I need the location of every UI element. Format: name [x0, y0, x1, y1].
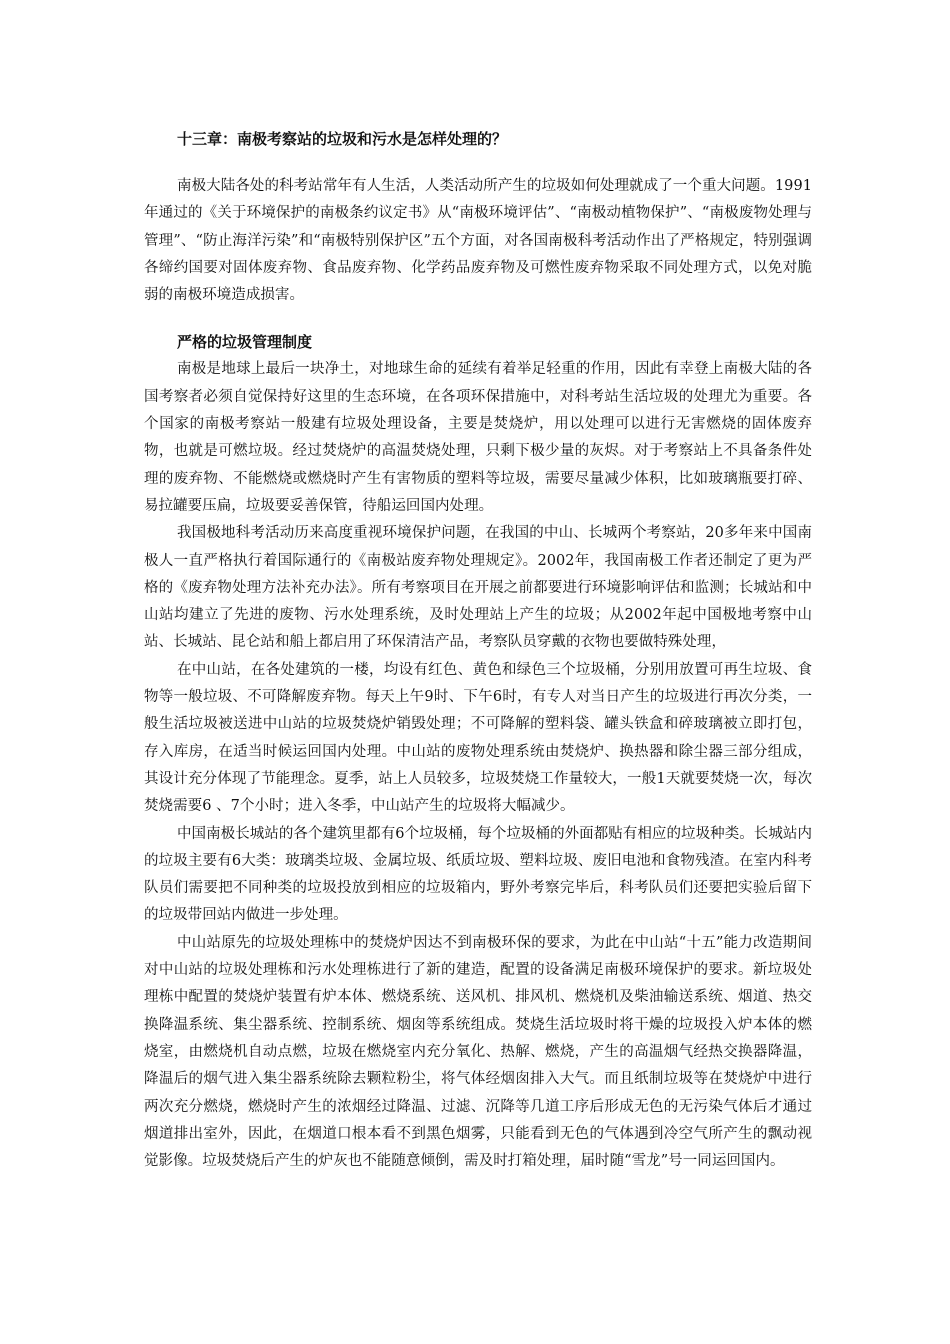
section-heading: 严格的垃圾管理制度 [177, 333, 313, 352]
body-paragraph: 我国极地科考活动历来高度重视环境保护问题，在我国的中山、长城两个考察站，20多年来中国南极人一直严格执行着国际通行的《南极站废弃物处理规定》。2002年，我国南极工作者还制定了更为严格的《废弃物处理方法补充办法》。所有考察项目在开展之前都要进行环境影响评估和监测；长城站和中山站均建立了先进的废物、污水处理系统，及时处理站上产生的垃圾；从2002年起中国极地考察中山站、长城站、昆仑站和船上都启用了环保清洁产品，考察队员穿戴的衣物也要做特殊处理， [144, 525, 812, 651]
intro-paragraph: 南极大陆各处的科考站常年有人生活，人类活动所产生的垃圾如何处理就成了一个重大问题。1991年通过的《关于环境保护的南极条约议定书》从“南极环境评估”、“南极动植物保护”、“南极废物处理与管理”、“防止海洋污染”和“南极特别保护区”五个方面，对各国南极科考活动作出了严格规定，特别强调各缔约国要对固体废弃物、食品废弃物、化学药品废弃物及可燃性废弃物采取不同处理方式，以免对脆弱的南极环境造成损害。 [144, 178, 812, 304]
document-page [144, 126, 812, 1175]
chapter-title: 十三章：南极考察站的垃圾和污水是怎样处理的？ [177, 130, 508, 148]
body-paragraph: 中国南极长城站的各个建筑里都有6个垃圾桶，每个垃圾桶的外面都贴有相应的垃圾种类。长城站内的垃圾主要有6大类：玻璃类垃圾、金属垃圾、纸质垃圾、塑料垃圾、废旧电池和食物残渣。在室内科考队员们需要把不同种类的垃圾投放到相应的垃圾箱内，野外考察完毕后，科考队员们还要把实验后留下的垃圾带回站内做进一步处理。 [144, 825, 812, 924]
body-paragraph: 中山站原先的垃圾处理栋中的焚烧炉因达不到南极环保的要求，为此在中山站“十五”能力改造期间对中山站的垃圾处理栋和污水处理栋进行了新的建造，配置的设备满足南极环境保护的要求。新垃圾处理栋中配置的焚烧炉装置有炉本体、燃烧系统、送风机、排风机、燃烧机及柴油输送系统、烟道、热交换降温系统、集尘器系统、控制系统、烟囱等系统组成。焚烧生活垃圾时将干燥的垃圾投入炉本体的燃烧室，由燃烧机自动点燃，垃圾在燃烧室内充分氧化、热解、燃烧，产生的高温烟气经热交换器降温，降温后的烟气进入集尘器系统除去颗粒粉尘，将气体经烟囱排入大气。而且纸制垃圾等在焚烧炉中进行两次充分燃烧，燃烧时产生的浓烟经过降温、过滤、沉降等几道工序后形成无色的无污染气体后才通过烟道排出室外，因此，在烟道口根本看不到黑色烟雾，只能看到无色的气体遇到冷空气所产生的飘动视觉影像。垃圾焚烧后产生的炉灰也不能随意倾倒，需及时打箱处理，届时随“雪龙”号一同运回国内。 [144, 934, 812, 1170]
body-paragraph: 南极是地球上最后一块净土，对地球生命的延续有着举足轻重的作用，因此有幸登上南极大陆的各国考察者必须自觉保持好这里的生态环境，在各项环保措施中，对科考站生活垃圾的处理尤为重要。各个国家的南极考察站一般建有垃圾处理设备，主要是焚烧炉，用以处理可以进行无害燃烧的固体废弃物，也就是可燃垃圾。经过焚烧炉的高温焚烧处理，只剩下极少量的灰烬。对于考察站上不具备条件处理的废弃物、不能燃烧或燃烧时产生有害物质的塑料等垃圾，需要尽量减少体积，比如玻璃瓶要打碎、易拉罐要压扁，垃圾要妥善保管，待船运回国内处理。 [144, 361, 812, 514]
body-paragraph: 在中山站，在各处建筑的一楼，均设有红色、黄色和绿色三个垃圾桶，分别用放置可再生垃圾、食物等一般垃圾、不可降解废弃物。每天上午9时、下午6时，有专人对当日产生的垃圾进行再次分类，一般生活垃圾被送进中山站的垃圾焚烧炉销毁处理；不可降解的塑料袋、罐头铁盒和碎玻璃被立即打包，存入库房，在适当时候运回国内处理。中山站的废物处理系统由焚烧炉、换热器和除尘器三部分组成，其设计充分体现了节能理念。夏季，站上人员较多，垃圾焚烧工作量较大，一般1天就要焚烧一次，每次焚烧需要6 、7个小时；进入冬季，中山站产生的垃圾将大幅减少。 [144, 661, 812, 815]
